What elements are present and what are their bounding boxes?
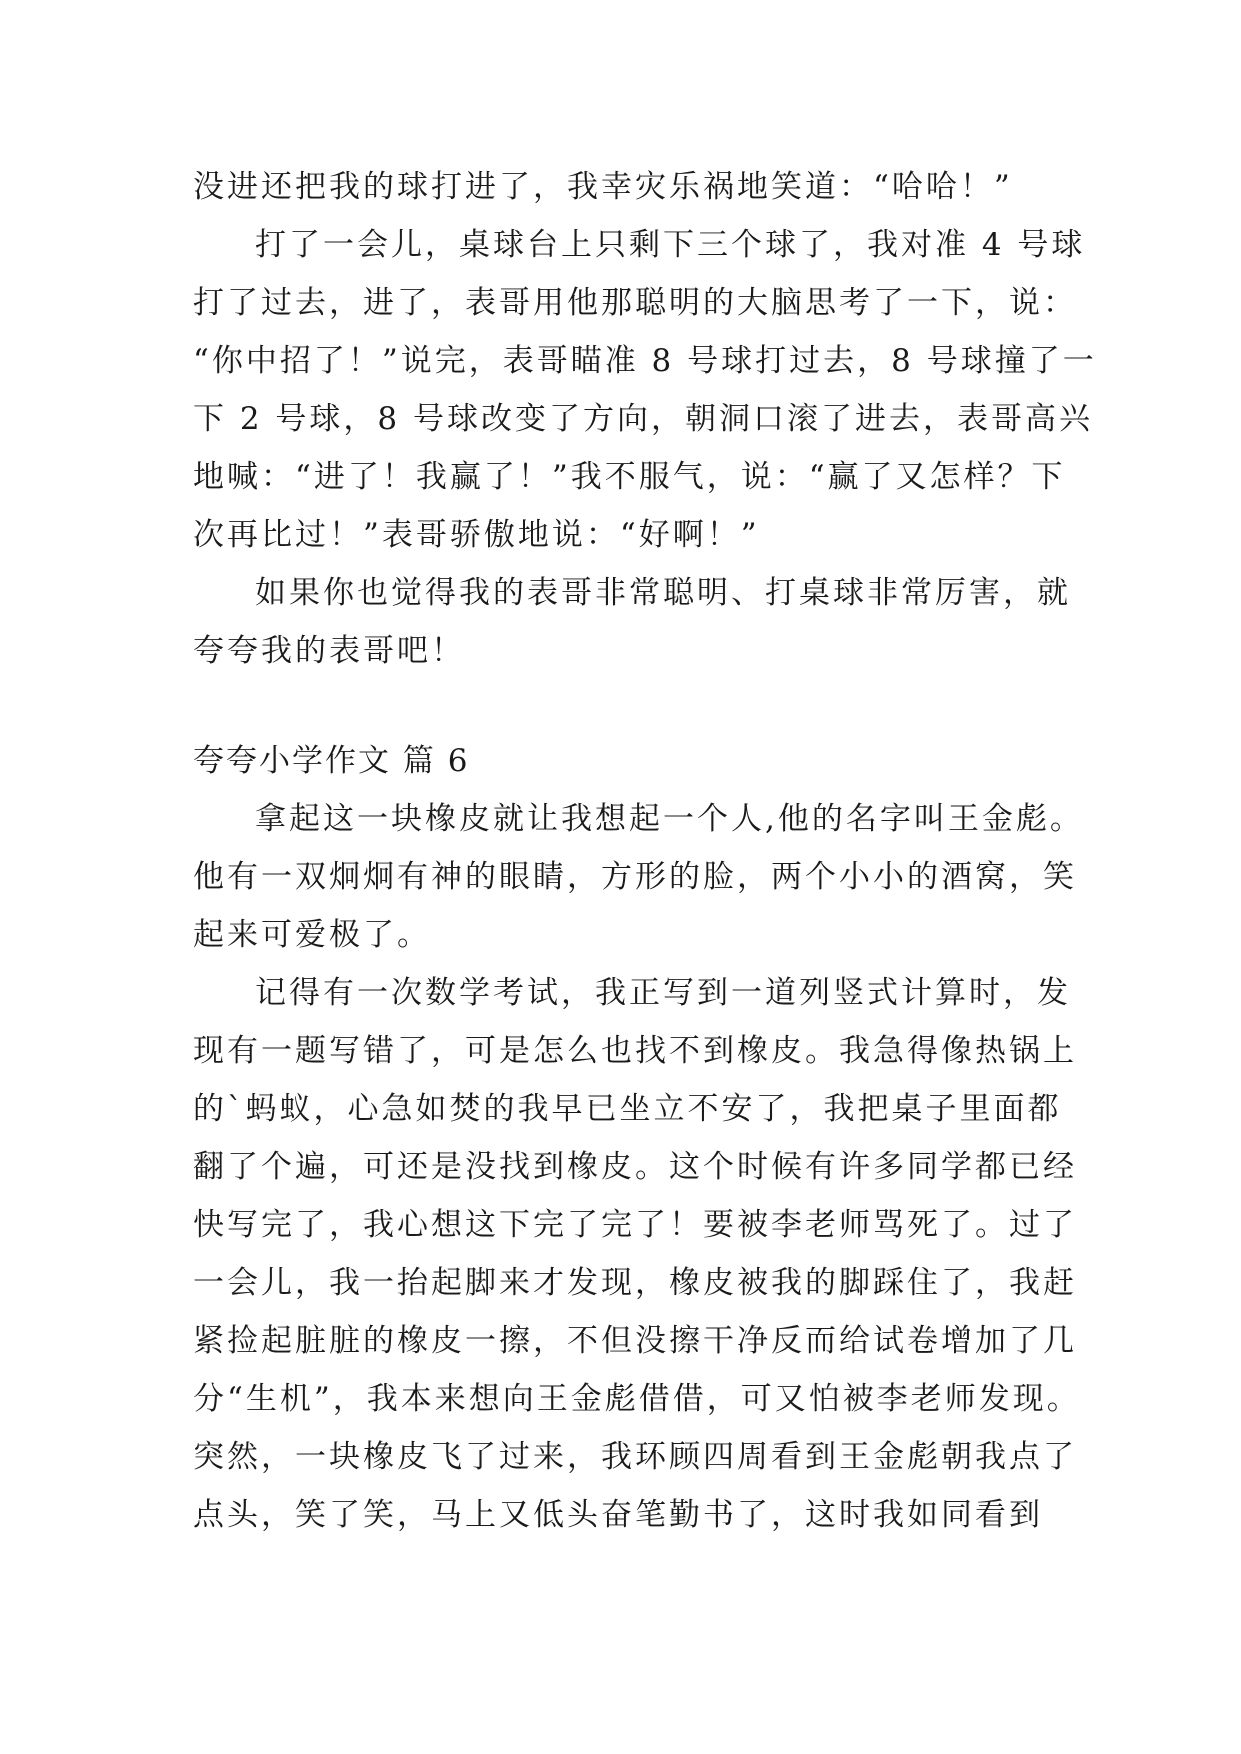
paragraph-start-line: 如果你也觉得我的表哥非常聪明、打桌球非常厉害，就 — [255, 575, 1071, 611]
text-line: 快写完了，我心想这下完了完了！要被李老师骂死了。过了 — [193, 1207, 1077, 1243]
text-line: 打了过去，进了，表哥用他那聪明的大脑思考了一下，说： — [193, 285, 1077, 321]
text-line: 一会儿，我一抬起脚来才发现，橡皮被我的脚踩住了，我赶 — [193, 1265, 1077, 1301]
paragraph-start-line: 打了一会儿，桌球台上只剩下三个球了，我对准 4 号球 — [255, 227, 1086, 263]
text-line: 突然，一块橡皮飞了过来，我环顾四周看到王金彪朝我点了 — [193, 1439, 1077, 1475]
text-line: “你中招了！”说完，表哥瞄准 8 号球打过去，8 号球撞了一 — [193, 343, 1097, 379]
text-line: 分“生机”，我本来想向王金彪借借，可又怕被李老师发现。 — [193, 1381, 1081, 1417]
text-line: 起来可爱极了。 — [193, 917, 431, 953]
essay-heading: 夸夸小学作文 篇 6 — [193, 743, 470, 779]
text-line: 的`蚂蚁，心急如焚的我早已坐立不安了，我把桌子里面都 — [193, 1091, 1062, 1127]
text-line: 下 2 号球，8 号球改变了方向，朝洞口滚了进去，表哥高兴 — [193, 401, 1094, 437]
text-line: 紧捡起脏脏的橡皮一擦，不但没擦干净反而给试卷增加了几 — [193, 1323, 1077, 1359]
text-line: 点头，笑了笑，马上又低头奋笔勤书了，这时我如同看到 — [193, 1497, 1043, 1533]
text-line: 夸夸我的表哥吧！ — [193, 633, 465, 669]
text-line: 翻了个遍，可还是没找到橡皮。这个时候有许多同学都已经 — [193, 1149, 1077, 1185]
text-line: 没进还把我的球打进了，我幸灾乐祸地笑道：“哈哈！” — [193, 169, 1013, 205]
essay-6 — [193, 732, 1084, 1544]
text-line: 现有一题写错了，可是怎么也找不到橡皮。我急得像热锅上 — [193, 1033, 1077, 1069]
paragraph-start-line: 记得有一次数学考试，我正写到一道列竖式计算时，发 — [255, 975, 1071, 1011]
text-line: 地喊：“进了！我赢了！”我不服气，说：“赢了又怎样？下 — [193, 459, 1066, 495]
paragraph-start-line: 拿起这一块橡皮就让我想起一个人,他的名字叫王金彪。 — [255, 801, 1084, 837]
document-page — [193, 158, 1097, 1544]
text-line: 次再比过！”表哥骄傲地说：“好啊！” — [193, 517, 760, 553]
text-line: 他有一双炯炯有神的眼睛，方形的脸，两个小小的酒窝，笑 — [193, 859, 1077, 895]
essay-5-tail — [193, 158, 1097, 680]
section-gap — [193, 680, 1053, 732]
